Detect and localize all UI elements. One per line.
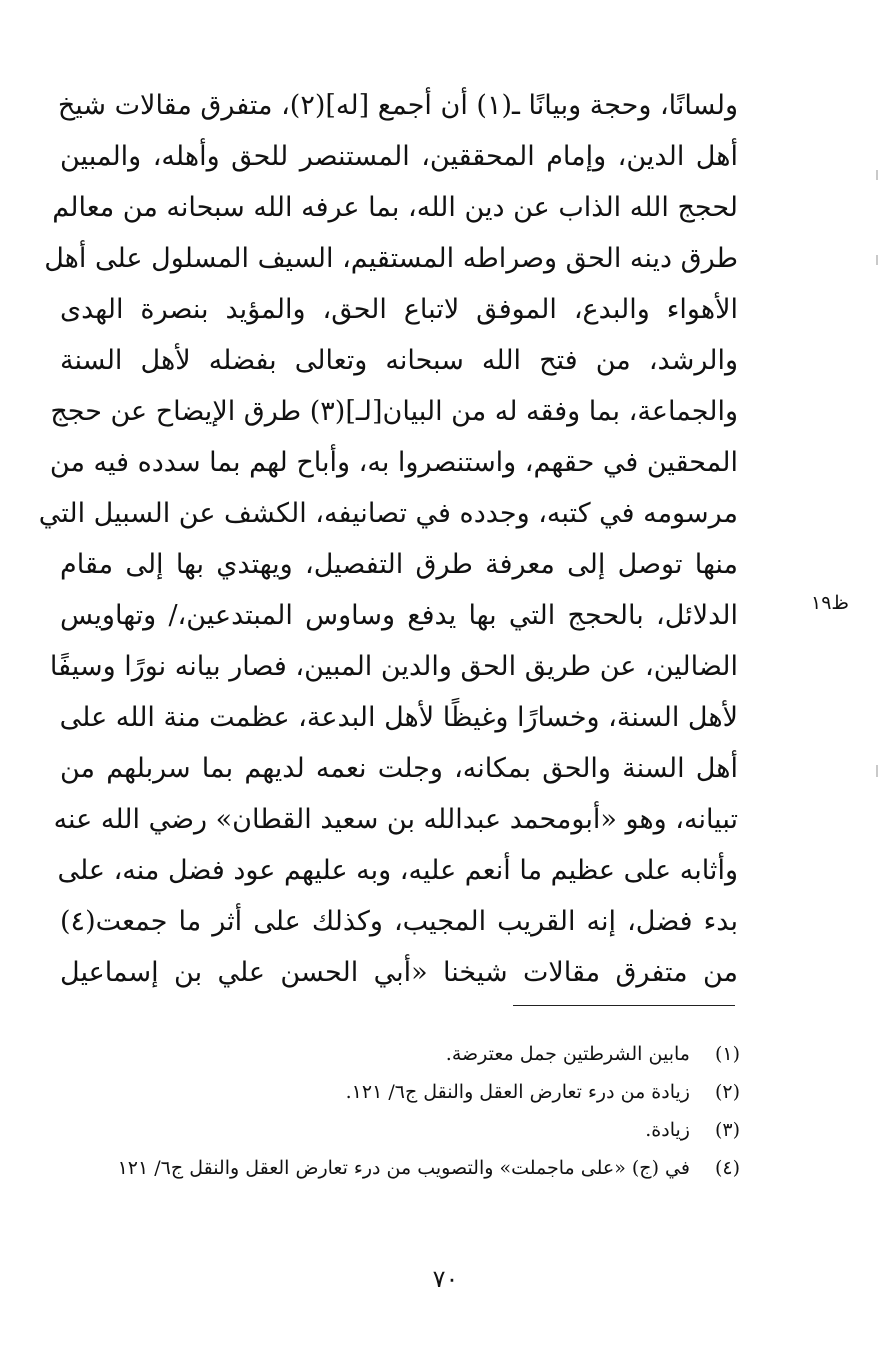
text-line: منها توصل إلى معرفة طرق التفصيل، ويهتدي بها إلى مقام xyxy=(60,549,738,580)
text-line: ولسانًا، وحجة وبيانًا ـ(١) أن أجمع [له](٢)، متفرق مقالات شيخ xyxy=(57,90,738,121)
text-line: والرشد، من فتح الله سبحانه وتعالى بفضله لأهل السنة xyxy=(60,345,738,376)
text-line: المحقين في حقهم، واستنصروا به، وأباح لهم بما سدده فيه من xyxy=(49,447,738,478)
footnote-text: زيادة من درء تعارض العقل والنقل ج٦/ ١٢١. xyxy=(345,1081,690,1103)
footnote-number: (٢) xyxy=(714,1081,740,1103)
text-line: وأثابه على عظيم ما أنعم عليه، وبه عليهم عود فضل منه، على xyxy=(57,855,738,886)
footnote-text: في (ج) «على ماجملت» والتصويب من درء تعارض العقل والنقل ج٦/ ١٢١ xyxy=(117,1157,690,1179)
scan-margin-mark xyxy=(876,170,878,180)
scan-margin-mark xyxy=(876,765,878,777)
text-line: بدء فضل، إنه القريب المجيب، وكذلك على أثر ما جمعت(٤) xyxy=(60,906,738,937)
page-number: ٧٠ xyxy=(432,1265,459,1293)
footnote-number: (٤) xyxy=(714,1157,740,1179)
text-line: طرق دينه الحق وصراطه المستقيم، السيف المسلول على أهل xyxy=(44,243,738,274)
footnote-text: مابين الشرطتين جمل معترضة. xyxy=(445,1043,690,1065)
text-line: الدلائل، بالحجج التي بها يدفع وساوس المبتدعين،/ وتهاويس xyxy=(60,600,738,631)
main-text-block xyxy=(38,80,738,998)
text-line: مرسومه في كتبه، وجدده في تصانيفه، الكشف عن السبيل التي xyxy=(38,498,738,529)
footnote xyxy=(60,1073,740,1111)
footnote xyxy=(60,1035,740,1073)
text-line: لحجج الله الذاب عن دين الله، بما عرفه الله سبحانه من معالم xyxy=(52,192,738,223)
scan-margin-mark xyxy=(876,255,878,265)
text-line: لأهل السنة، وخسارًا وغيظًا لأهل البدعة، عظمت منة الله على xyxy=(59,702,738,733)
footnote xyxy=(60,1149,740,1187)
footnotes xyxy=(60,1035,740,1187)
text-line: أهل السنة والحق بمكانه، وجلت نعمه لديهم بما سربلهم من xyxy=(60,753,738,784)
text-line: الضالين، عن طريق الحق والدين المبين، فصار بيانه نورًا وسيفًا xyxy=(49,651,738,682)
text-line: والجماعة، بما وفقه له من البيان[لـ](٣) طرق الإيضاح عن حجج xyxy=(50,396,738,427)
text-line: تبيانه، وهو «أبومحمد عبدالله بن سعيد القطان» رضي الله عنه xyxy=(53,804,738,835)
text-line: الأهواء والبدع، الموفق لاتباع الحق، والمؤيد بنصرة الهدى xyxy=(60,294,738,325)
footnote xyxy=(60,1111,740,1149)
footnote-number: (٣) xyxy=(714,1119,740,1141)
manuscript-folio-marker: ظ١٩ xyxy=(811,592,849,614)
text-line: من متفرق مقالات شيخنا «أبي الحسن علي بن إسماعيل xyxy=(60,957,738,988)
footnote-text: زيادة. xyxy=(645,1119,690,1141)
footnote-separator xyxy=(513,1005,735,1006)
text-line: أهل الدين، وإمام المحققين، المستنصر للحق وأهله، والمبين xyxy=(60,141,738,172)
footnote-number: (١) xyxy=(714,1043,740,1065)
